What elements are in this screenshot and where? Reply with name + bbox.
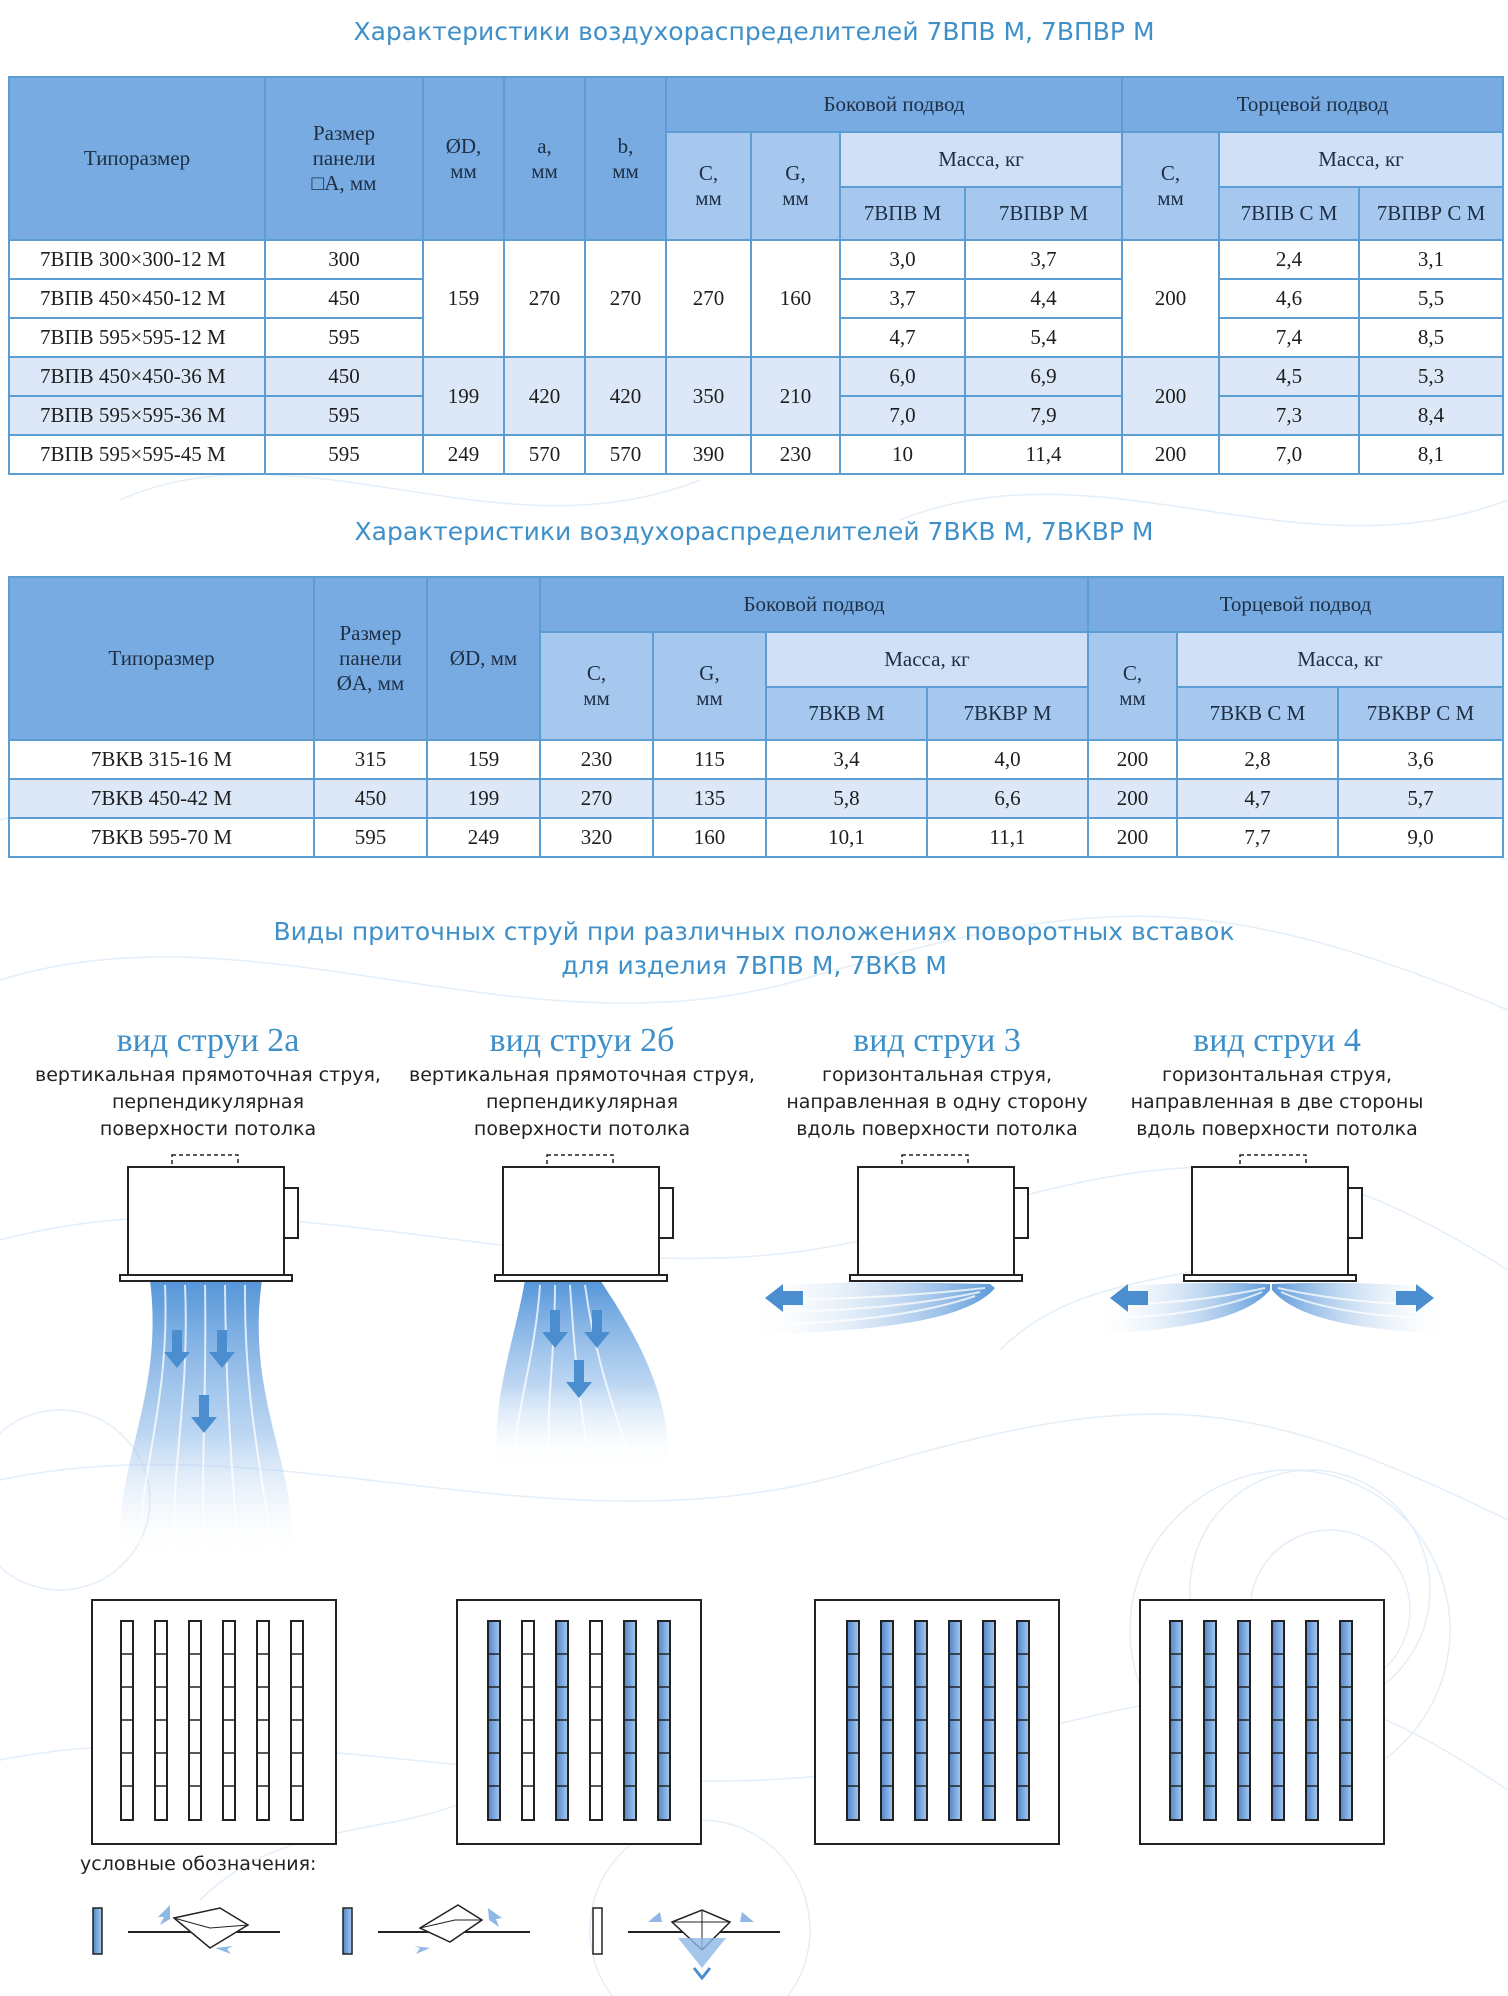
jet-2b-desc-line3: поверхности потолка (473, 1118, 691, 1140)
cell-m2: 6,6 (927, 779, 1088, 818)
cell-m3: 7,4 (1219, 318, 1359, 357)
jet-4-airflow-right (1272, 1283, 1452, 1335)
cell-m3: 7,0 (1219, 435, 1359, 474)
jet-4-desc-line2: направленная в две стороны (1130, 1091, 1424, 1113)
col-header-c-end: C, мм (1088, 632, 1177, 740)
cell-panel: 450 (265, 279, 423, 318)
cell-b: 420 (585, 357, 666, 435)
cell-m1: 3,7 (840, 279, 965, 318)
col-header-g: G, мм (751, 132, 840, 240)
jets-title-line2: для изделия 7ВПВ М, 7ВКВ М (561, 951, 947, 980)
cell-size: 7ВКВ 315-16 М (9, 740, 314, 779)
cell-size: 7ВПВ 450×450-36 М (9, 357, 265, 396)
cell-m2: 4,4 (965, 279, 1122, 318)
jets-title-line1: Виды приточных струй при различных положениях поворотных вставок (273, 917, 1235, 946)
col-header-m2: 7ВПВР М (965, 187, 1122, 240)
cell-g: 210 (751, 357, 840, 435)
cell-size: 7ВКВ 450-42 М (9, 779, 314, 818)
cell-m2: 7,9 (965, 396, 1122, 435)
col-header-m3: 7ВПВ С М (1219, 187, 1359, 240)
cell-c: 270 (666, 240, 751, 357)
cell-d: 249 (423, 435, 504, 474)
col-header-mass-side: Масса, кг (766, 632, 1088, 687)
jet-2b-desc-line1: вертикальная прямоточная струя, (409, 1064, 755, 1086)
col-header-m1: 7ВКВ М (766, 687, 927, 740)
panel-view-4 (1140, 1600, 1384, 1844)
jet-2b-diagram (495, 1155, 673, 1470)
cell-panel: 315 (314, 740, 427, 779)
jet-2a-desc-line3: поверхности потолка (99, 1118, 317, 1140)
cell-m4: 5,3 (1359, 357, 1503, 396)
jet-2b-desc-line2: перпендикулярная (485, 1091, 679, 1113)
cell-m1: 3,4 (766, 740, 927, 779)
jet-3-desc-line1: горизонтальная струя, (821, 1064, 1053, 1086)
cell-size: 7ВПВ 595×595-36 М (9, 396, 265, 435)
col-header-g: G, мм (653, 632, 766, 740)
panel-view-2b (457, 1600, 701, 1844)
legend-label: условные обозначения: (80, 1853, 317, 1875)
cell-m2: 4,0 (927, 740, 1088, 779)
cell-m3: 4,5 (1219, 357, 1359, 396)
cell-m3: 2,8 (1177, 740, 1338, 779)
cell-a: 420 (504, 357, 585, 435)
col-header-c: C, мм (540, 632, 653, 740)
cell-m1: 4,7 (840, 318, 965, 357)
cell-m1: 5,8 (766, 779, 927, 818)
cell-g: 135 (653, 779, 766, 818)
cell-c-end: 200 (1122, 435, 1219, 474)
legend-symbol-slot-left (93, 1905, 280, 1954)
col-header-panel: Размер панели ØA, мм (314, 577, 427, 740)
jet-4-desc-line3: вдоль поверхности потолка (1136, 1118, 1418, 1140)
cell-m2: 11,1 (927, 818, 1088, 857)
col-header-side-supply: Боковой подвод (666, 77, 1122, 132)
cell-d: 199 (427, 779, 540, 818)
col-header-side-supply: Боковой подвод (540, 577, 1088, 632)
panel-view-2a (92, 1600, 336, 1844)
cell-b: 570 (585, 435, 666, 474)
cell-size: 7ВПВ 450×450-12 М (9, 279, 265, 318)
cell-m2: 6,9 (965, 357, 1122, 396)
cell-g: 230 (751, 435, 840, 474)
cell-d: 159 (423, 240, 504, 357)
cell-m2: 11,4 (965, 435, 1122, 474)
cell-m4: 8,1 (1359, 435, 1503, 474)
cell-panel: 450 (265, 357, 423, 396)
cell-a: 270 (504, 240, 585, 357)
cell-c-end: 200 (1088, 740, 1177, 779)
cell-panel: 595 (314, 818, 427, 857)
col-header-m4: 7ВПВР С М (1359, 187, 1503, 240)
col-header-mass-end: Масса, кг (1219, 132, 1503, 187)
jet-4-airflow-left (1090, 1283, 1270, 1335)
cell-g: 160 (653, 818, 766, 857)
cell-panel: 595 (265, 396, 423, 435)
cell-g: 160 (751, 240, 840, 357)
cell-m4: 9,0 (1338, 818, 1503, 857)
cell-d: 159 (427, 740, 540, 779)
cell-c: 270 (540, 779, 653, 818)
cell-size: 7ВПВ 595×595-12 М (9, 318, 265, 357)
jet-4-diagram (1090, 1155, 1452, 1335)
col-header-m2: 7ВКВР М (927, 687, 1088, 740)
cell-m1: 7,0 (840, 396, 965, 435)
cell-m1: 3,0 (840, 240, 965, 279)
col-header-a: a, мм (504, 77, 585, 240)
cell-b: 270 (585, 240, 666, 357)
cell-c-end: 200 (1088, 818, 1177, 857)
cell-m3: 7,3 (1219, 396, 1359, 435)
table2-title: Характеристики воздухораспределителей 7ВКВ М, 7ВКВР М (354, 517, 1154, 546)
cell-size: 7ВПВ 595×595-45 М (9, 435, 265, 474)
cell-size: 7ВПВ 300×300-12 М (9, 240, 265, 279)
legend-symbol-slot-right (343, 1905, 530, 1954)
jet-3-desc-line2: направленная в одну сторону (786, 1091, 1088, 1113)
cell-m4: 3,6 (1338, 740, 1503, 779)
cell-c: 320 (540, 818, 653, 857)
cell-c-end: 200 (1122, 357, 1219, 435)
legend-symbol-slot-center (593, 1908, 780, 1978)
jet-2a-title: вид струи 2а (116, 1022, 300, 1059)
cell-panel: 595 (265, 435, 423, 474)
col-header-panel: Размер панели □A, мм (265, 77, 423, 240)
cell-panel: 595 (265, 318, 423, 357)
cell-panel: 450 (314, 779, 427, 818)
cell-m1: 10 (840, 435, 965, 474)
cell-d: 249 (427, 818, 540, 857)
col-header-size: Типоразмер (9, 77, 265, 240)
col-header-b: b, мм (585, 77, 666, 240)
cell-a: 570 (504, 435, 585, 474)
cell-c-end: 200 (1122, 240, 1219, 357)
col-header-mass-end: Масса, кг (1177, 632, 1503, 687)
cell-m2: 5,4 (965, 318, 1122, 357)
cell-c: 230 (540, 740, 653, 779)
cell-size: 7ВКВ 595-70 М (9, 818, 314, 857)
cell-m3: 7,7 (1177, 818, 1338, 857)
col-header-d: ØD, мм (423, 77, 504, 240)
table1-title: Характеристики воздухораспределителей 7ВПВ М, 7ВПВР М (353, 17, 1155, 46)
col-header-size: Типоразмер (9, 577, 314, 740)
cell-m3: 4,7 (1177, 779, 1338, 818)
col-header-end-supply: Торцевой подвод (1088, 577, 1503, 632)
cell-m1: 6,0 (840, 357, 965, 396)
jet-4-title: вид струи 4 (1193, 1022, 1361, 1059)
col-header-m1: 7ВПВ М (840, 187, 965, 240)
cell-c: 350 (666, 357, 751, 435)
col-header-end-supply: Торцевой подвод (1122, 77, 1503, 132)
col-header-c: C, мм (666, 132, 751, 240)
col-header-d: ØD, мм (427, 577, 540, 740)
cell-m4: 5,7 (1338, 779, 1503, 818)
cell-m1: 10,1 (766, 818, 927, 857)
jet-2a-desc-line1: вертикальная прямоточная струя, (35, 1064, 381, 1086)
jet-2a-diagram (120, 1155, 298, 1560)
col-header-m3: 7ВКВ С М (1177, 687, 1338, 740)
cell-m4: 3,1 (1359, 240, 1503, 279)
jet-2b-title: вид струи 2б (489, 1022, 675, 1059)
jet-3-desc-line3: вдоль поверхности потолка (796, 1118, 1078, 1140)
cell-m2: 3,7 (965, 240, 1122, 279)
jet-3-title: вид струи 3 (853, 1022, 1021, 1059)
jet-3-diagram (745, 1155, 1028, 1335)
cell-d: 199 (423, 357, 504, 435)
cell-m3: 4,6 (1219, 279, 1359, 318)
cell-m4: 5,5 (1359, 279, 1503, 318)
cell-m4: 8,4 (1359, 396, 1503, 435)
cell-c: 390 (666, 435, 751, 474)
panel-view-3 (815, 1600, 1059, 1844)
cell-g: 115 (653, 740, 766, 779)
cell-panel: 300 (265, 240, 423, 279)
col-header-m4: 7ВКВР С М (1338, 687, 1503, 740)
jet-2a-desc-line2: перпендикулярная (111, 1091, 305, 1113)
cell-m3: 2,4 (1219, 240, 1359, 279)
cell-m4: 8,5 (1359, 318, 1503, 357)
cell-c-end: 200 (1088, 779, 1177, 818)
col-header-c-end: C, мм (1122, 132, 1219, 240)
jet-4-desc-line1: горизонтальная струя, (1161, 1064, 1393, 1086)
col-header-mass-side: Масса, кг (840, 132, 1122, 187)
